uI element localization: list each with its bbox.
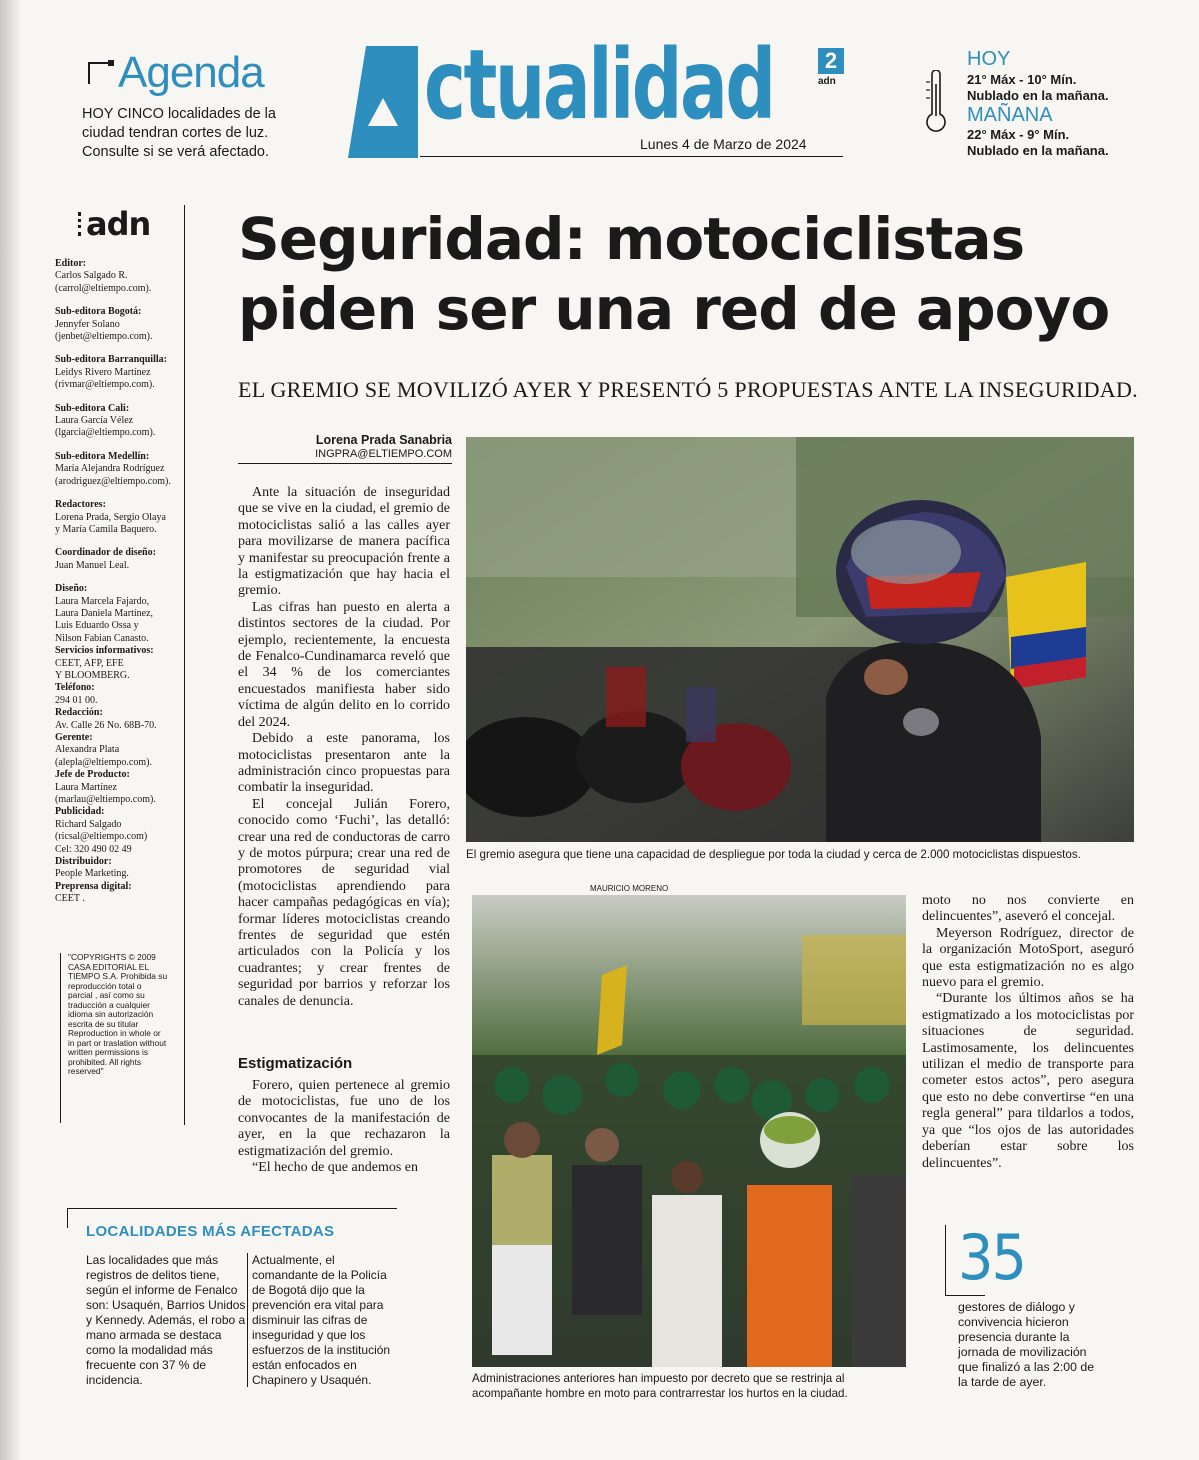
staff-line: (rivmar@eltiempo.com).: [55, 379, 155, 391]
staff-entry: [55, 306, 185, 343]
weather-today-temp: 21° Máx - 10° Mín.: [967, 72, 1077, 87]
byline-author: Lorena Prada Sanabria: [315, 433, 452, 447]
staff-line: y María Camila Baquero.: [55, 523, 157, 535]
staff-credits: [55, 258, 185, 906]
staff-line: (arodriguez@eltiempo.com).: [55, 475, 171, 487]
weather-tomorrow-temp: 22° Máx - 9° Mín.: [967, 127, 1070, 142]
stat-rule-vertical: [945, 1225, 946, 1295]
staff-line: Richard Salgado: [55, 818, 122, 830]
byline-rule: [238, 463, 452, 464]
photo-motorcyclist-crowd: [472, 895, 906, 1367]
staff-entry: [55, 707, 185, 732]
section-title: ctualidad: [424, 29, 774, 141]
staff-role: Redacción:: [55, 707, 103, 719]
staff-line: (marlau@eltiempo.com).: [55, 794, 156, 806]
staff-entry: [55, 354, 185, 391]
staff-entry: [55, 499, 185, 536]
masthead-a-logo: [348, 46, 418, 158]
staff-entry: [55, 769, 185, 806]
box-column-divider: [247, 1253, 248, 1387]
staff-line: People Marketing.: [55, 868, 129, 880]
article-body-col1b: [238, 1078, 450, 1176]
box-rule-horizontal: [67, 1208, 397, 1209]
staff-line: Jennyfer Solano: [55, 318, 120, 330]
agenda-icon: [88, 62, 112, 84]
staff-role: Sub-editora Medellín:: [55, 450, 150, 462]
byline-email: INGPRA@ELTIEMPO.COM: [315, 448, 452, 460]
staff-line: Luis Eduardo Ossa y: [55, 620, 139, 632]
staff-role: Jefe de Producto:: [55, 769, 130, 781]
staff-role: Editor:: [55, 258, 87, 269]
staff-role: Diseño:: [55, 583, 88, 595]
box-text-col2: Actualmente, el comandante de la Policía de Bogotá dijo que la prevención era vital para disminuir las cifras de inseguridad y que los esfuerzos de la institución están enfocados en Chapinero y Usaquén.: [252, 1253, 391, 1387]
staff-line: Nilson Fabian Canasto.: [55, 632, 149, 644]
thermometer-icon: [925, 70, 947, 134]
staff-entry: [55, 583, 185, 645]
staff-line: Laura Daniela Martínez,: [55, 607, 154, 619]
staff-role: Teléfono:: [55, 682, 95, 694]
staff-entry: [55, 547, 185, 572]
staff-line: Leidys Rivero Martínez: [55, 366, 151, 378]
staff-entry: [55, 451, 185, 488]
copyright-rule: [60, 953, 61, 1123]
staff-line: Laura García Vélez: [55, 415, 134, 427]
staff-entry: [55, 856, 185, 881]
staff-line: CEET .: [55, 893, 85, 905]
copyright-notice: "COPYRIGHTS © 2009 CASA EDITORIAL EL TIEMPO S.A. Prohibida su reproducción total o parcial , así como su traducción a cualquier idioma sin autorización escrita de su titular Reproduction in whole or in part or traslation without written permissions is prohibited. All rights reserved": [68, 952, 168, 1076]
photo1-caption: El gremio asegura que tiene una capacidad de despliegue por toda la ciudad y cerca de 2.000 motociclistas dispuestos.: [466, 848, 1081, 861]
article-body-col1: [238, 485, 450, 1010]
paragraph: moto no nos convierte en delincuentes”, aseveró el concejal.: [922, 893, 1134, 925]
staff-line: Laura Marcela Fajardo,: [55, 595, 150, 607]
staff-role: Redactores:: [55, 499, 106, 511]
masthead-rule: [420, 156, 843, 157]
staff-line: María Alejandra Rodríguez: [55, 463, 165, 475]
staff-line: 294 01 00.: [55, 694, 98, 706]
staff-role: Gerente:: [55, 732, 93, 743]
staff-role: Coordinador de diseño:: [55, 547, 156, 559]
article-headline: Seguridad: motociclistas piden ser una red de apoyo: [238, 205, 1110, 343]
staff-role: Distribuidor:: [55, 856, 112, 868]
stat-number: 35: [958, 1221, 1025, 1294]
staff-line: Y BLOOMBERG.: [55, 669, 130, 681]
weather-today-label: HOY: [967, 48, 1011, 70]
staff-role: Sub-editora Cali:: [55, 402, 130, 414]
paragraph: Meyerson Rodríguez, director de la organización MotoSport, aseguró que esta estigmatización no es algo nuevo para el gremio.: [922, 925, 1134, 991]
edition-date: Lunes 4 de Marzo de 2024: [640, 136, 807, 152]
stat-text: gestores de diálogo y convivencia hicieron presencia durante la jornada de movilización que finalizó a las 2:00 de la tarde de ayer.: [958, 1300, 1095, 1389]
paragraph: “Durante los últimos años se ha estigmatizado a los motociclistas por situaciones de seguridad. Lastimosamente, los delincuentes utilizan el medio de transporte para cometer estos actos”, pero asegura que esto no debe convertirse “en una regla general” para tildarlos a todos, ya que “los ojos de las autoridades deberían estar sobre los delincuentes”.: [922, 991, 1134, 1171]
section-heading: Estigmatización: [238, 1055, 353, 1072]
paragraph: “El hecho de que andemos en: [252, 1160, 418, 1176]
staff-entry: [55, 732, 185, 769]
staff-role: Sub-editora Barranquilla:: [55, 354, 167, 366]
photo2-caption: Administraciones anteriores han impuesto por decreto que se restrinja al acompañante hombre en moto para contrarrestar los hurtos en la ciudad.: [472, 1372, 848, 1400]
staff-line: Av. Calle 26 No. 68B-70.: [55, 719, 157, 731]
staff-entry: [55, 258, 185, 295]
staff-line: Juan Manuel Leal.: [55, 559, 130, 571]
page-gutter-shadow: [0, 0, 22, 1460]
staff-line: Lorena Prada, Sergio Olaya: [55, 511, 166, 523]
photo2-credit: MAURICIO MORENO: [590, 884, 669, 893]
box-text-col1: Las localidades que más registros de delitos tiene, según el informe de Fenalco son: Usaquén, Barrios Unidos y Kennedy. Además, el robo a mano armada se destaca como la modalidad más frecuente con 37 % de incidencia.: [86, 1253, 246, 1387]
staff-entry: [55, 881, 185, 906]
staff-line: (jenbet@eltiempo.com).: [55, 331, 153, 343]
agenda-title: Agenda: [118, 48, 264, 97]
box-rule-vertical: [67, 1208, 68, 1228]
staff-line: Cel: 320 490 02 49: [55, 843, 132, 855]
paragraph: Debido a este panorama, los motociclistas presentaron ante la administración cinco propuestas para combatir la inseguridad.: [238, 731, 450, 796]
staff-role: Sub-editora Bogotá:: [55, 306, 142, 318]
page-brand: adn: [818, 76, 836, 87]
paragraph: Ante la situación de inseguridad que se vive en la ciudad, el gremio de motociclistas salió a las calles ayer para movilizarse de manera pacífica y manifestar su preocupación frente a la estigmatización que hay hacia el gremio.: [238, 485, 450, 599]
paragraph: Forero, quien pertenece al gremio de motociclistas, fue uno de los convocantes de la manifestación de ayer, en la que rechazaron la estigmatización del gremio.: [238, 1078, 450, 1159]
weather-tomorrow-desc: Nublado en la mañana.: [967, 143, 1109, 158]
column-divider: [184, 205, 185, 1125]
agenda-text: HOY CINCO localidades de la ciudad tendran cortes de luz. Consulte si se verá afectado.: [82, 106, 276, 160]
article-body-col3: [922, 893, 1134, 1172]
weather-tomorrow-label: MAÑANA: [967, 104, 1053, 126]
staff-line: Laura Martínez: [55, 781, 117, 793]
staff-line: (carrol@eltiempo.com).: [55, 282, 152, 294]
staff-role: Publicidad:: [55, 806, 105, 818]
stat-rule-horizontal: [945, 1295, 985, 1296]
staff-role: Servicios informativos:: [55, 645, 154, 657]
staff-entry: [55, 645, 185, 682]
staff-entry: [55, 806, 185, 856]
page-number: 2: [818, 48, 844, 74]
staff-line: (alepla@eltiempo.com).: [55, 756, 152, 768]
staff-line: Carlos Salgado R.: [55, 270, 128, 282]
article-subhead: EL GREMIO SE MOVILIZÓ AYER Y PRESENTÓ 5 PROPUESTAS ANTE LA INSEGURIDAD.: [238, 377, 1138, 402]
adn-logo: adn: [86, 205, 151, 243]
staff-entry: [55, 403, 185, 440]
paragraph: Las cifras han puesto en alerta a distintos sectores de la ciudad. Por ejemplo, recientemente, la encuesta de Fenalco-Cundinamarca reveló que el 34 % de los comerciantes encuestados manifiesta haber sido víctima de algún delito en lo corrido del 2024.: [238, 599, 450, 730]
staff-line: (lgarcia@eltiempo.com).: [55, 427, 156, 439]
staff-role: Preprensa digital:: [55, 880, 132, 892]
staff-line: CEET, AFP, EFE: [55, 657, 124, 669]
staff-line: (ricsal@eltiempo.com): [55, 831, 148, 843]
box-title: LOCALIDADES MÁS AFECTADAS: [86, 1223, 335, 1240]
paragraph: El concejal Julián Forero, conocido como ‘Fuchi’, las detalló: crear una red de conductoras de carro y de motos púrpura; crear una red de promotores de seguridad vial (motociclistas aprendiendo para hacer campañas pedagógicas en vía); formar líderes motociclistas creando frentes de seguridad que estén articulados con la Policía y los cuadrantes; y crear frentes de seguridad por barrios y reforzar los canales de denuncia.: [238, 796, 450, 1009]
photo-motorcyclist-helmet: [466, 437, 1134, 842]
staff-line: Alexandra Plata: [55, 744, 120, 756]
weather-today-desc: Nublado en la mañana.: [967, 88, 1109, 103]
staff-entry: [55, 682, 185, 707]
